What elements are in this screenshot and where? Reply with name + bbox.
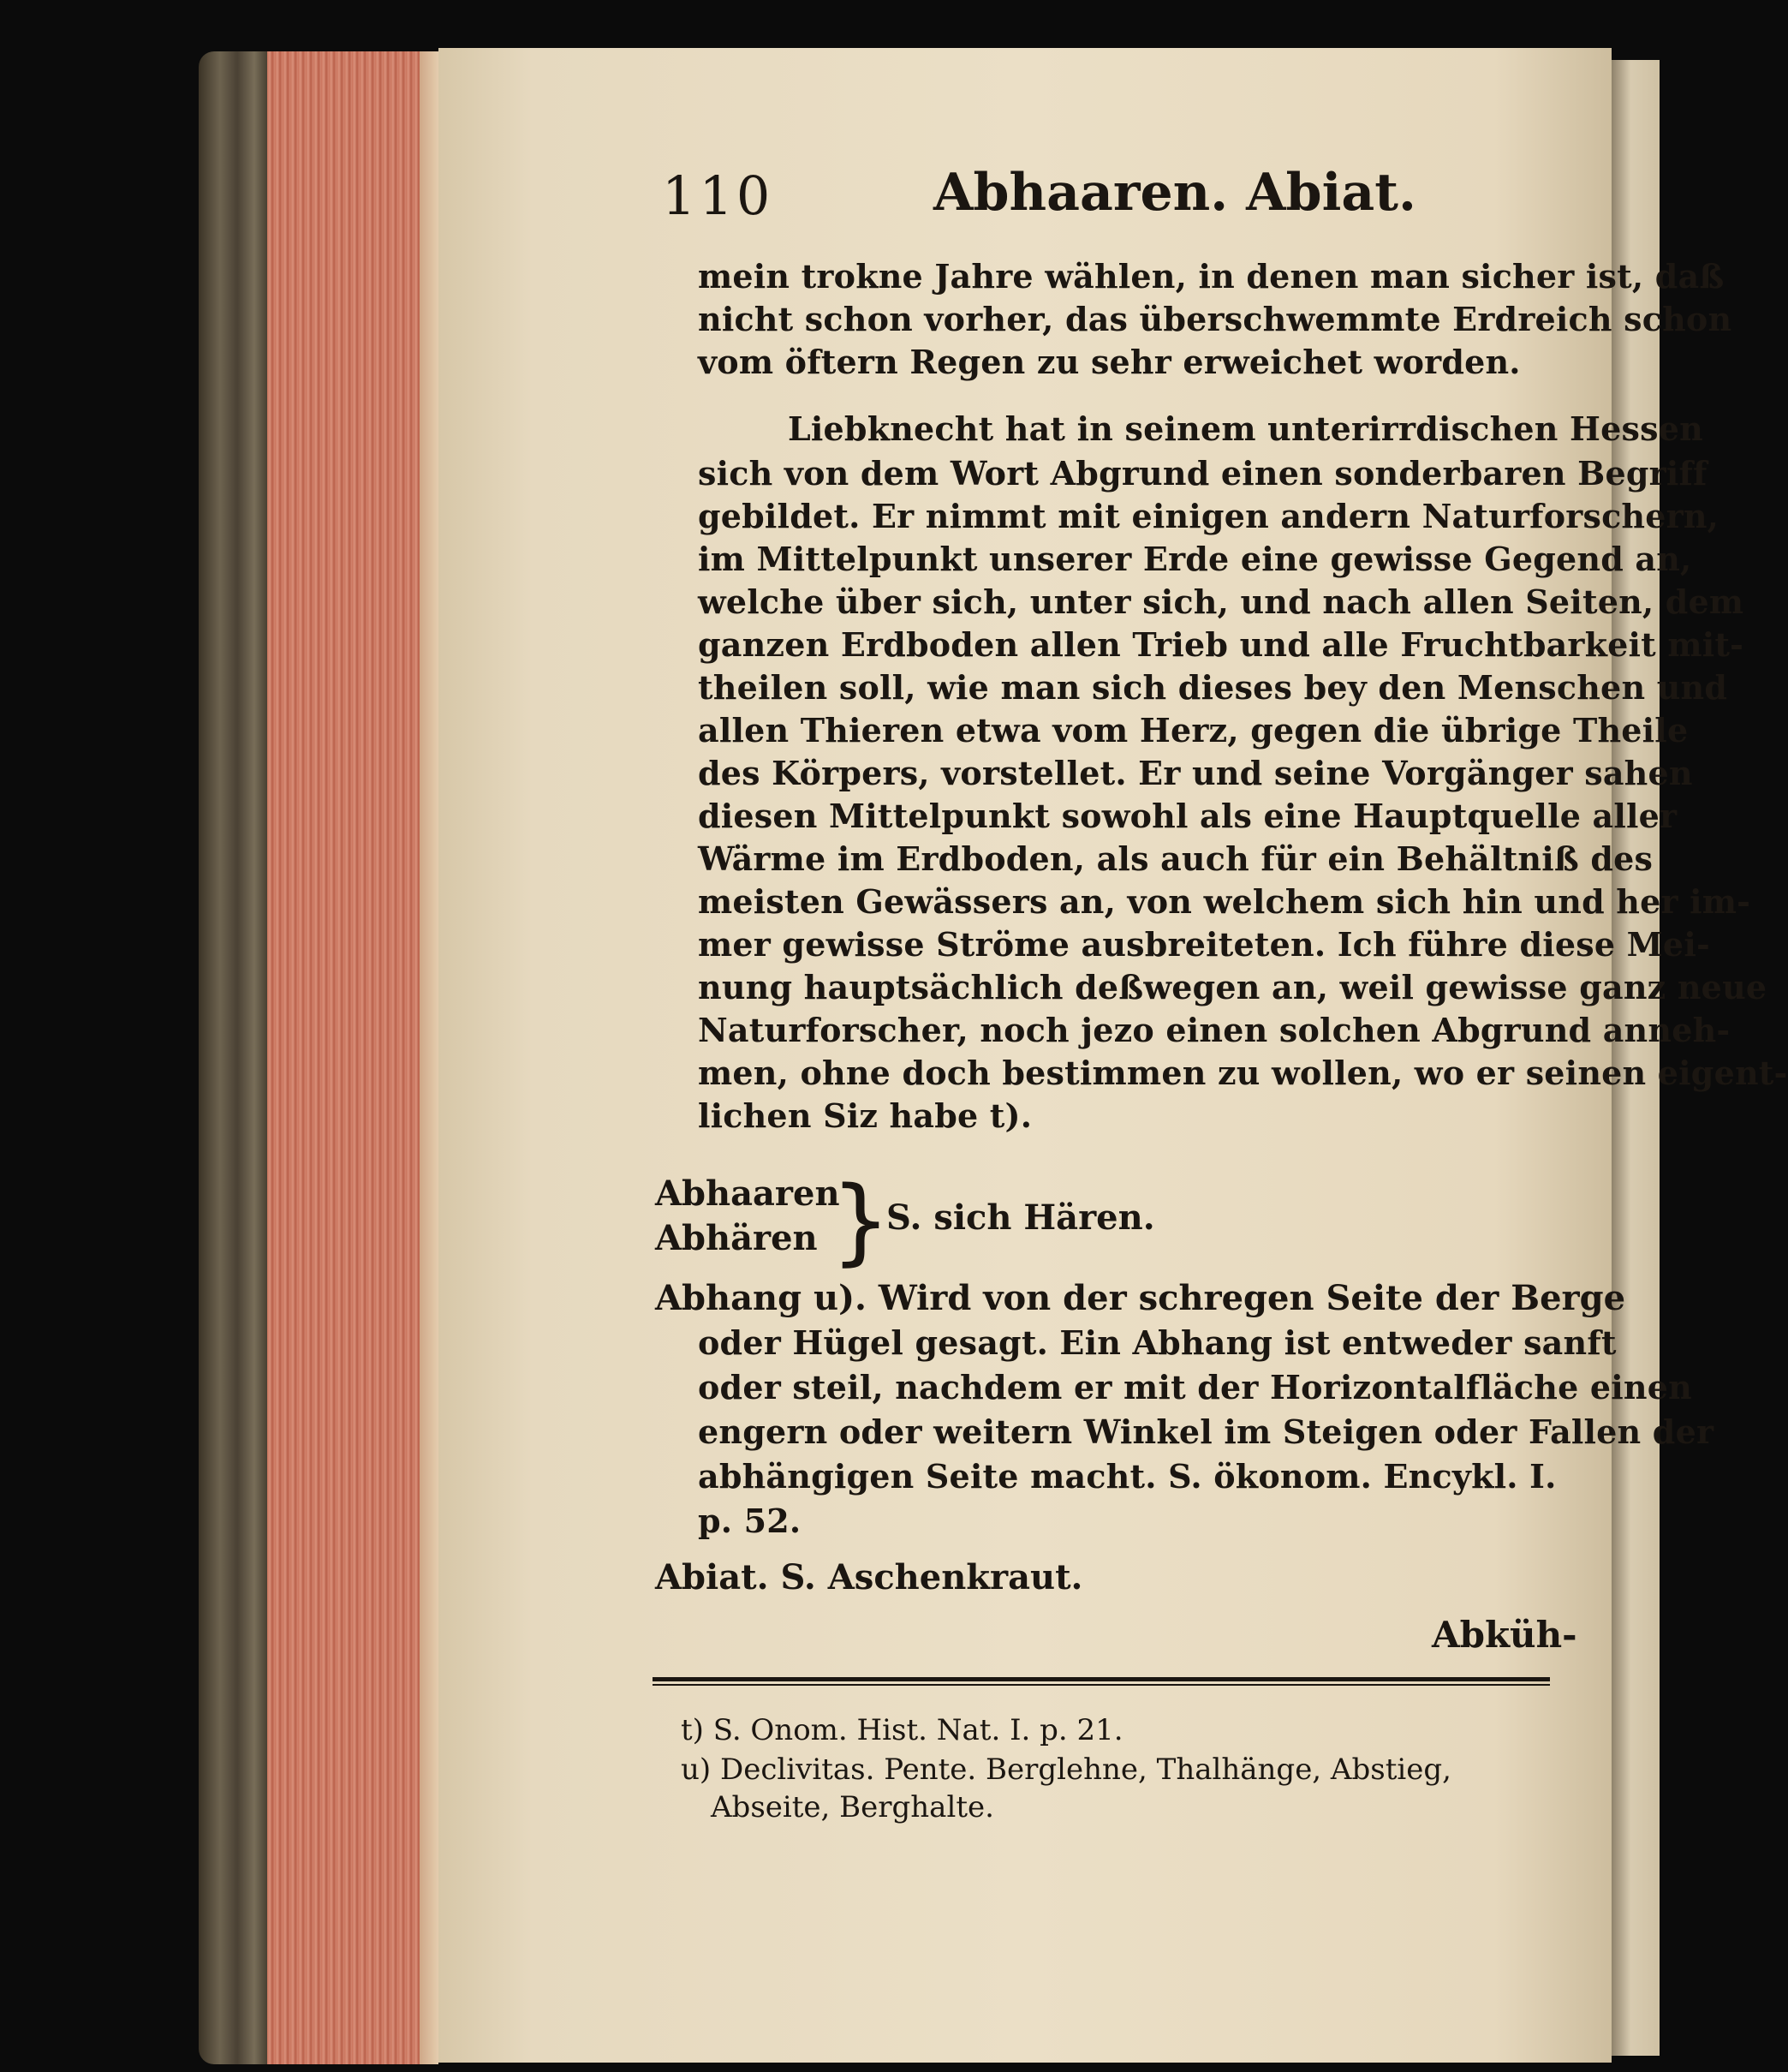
body-line-5: sich von dem Wort Abgrund einen sonderbaren Begriff: [698, 454, 1708, 493]
body-line-11: allen Thieren etwa vom Herz, gegen die übrige Theile: [698, 711, 1689, 749]
body-line-14: Wärme im Erdboden, als auch für ein Behältniß des: [698, 839, 1654, 878]
body-line-4: Liebknecht hat in seinem unterirrdischen Hessen: [788, 409, 1703, 448]
body-line-1: mein trokne Jahre wählen, in denen man sicher ist, daß: [698, 257, 1725, 296]
body-line-7: im Mittelpunkt unserer Erde eine gewisse Gegend an,: [698, 540, 1692, 578]
body-line-12: des Körpers, vorstellet. Er und seine Vorgänger sahen: [698, 754, 1693, 792]
abhang-line-6: p. 52.: [698, 1502, 802, 1540]
body-line-20: lichen Siz habe t).: [698, 1096, 1033, 1135]
body-line-8: welche über sich, unter sich, und nach allen Seiten, dem: [698, 582, 1744, 621]
body-line-3: vom öftern Regen zu sehr erweichet worden.: [698, 343, 1521, 381]
entry-abhaeren: Abhären: [655, 1218, 818, 1258]
body-line-2: nicht schon vorher, das überschwemmte Erdreich schon: [698, 300, 1732, 338]
abhang-line-1: Abhang u). Wird von der schregen Seite der Berge: [655, 1278, 1626, 1318]
body-line-10: theilen soll, wie man sich dieses bey den Menschen und: [698, 668, 1728, 707]
body-line-15: meisten Gewässers an, von welchem sich hin und her im-: [698, 882, 1751, 921]
body-line-18: Naturforscher, noch jezo einen solchen Abgrund anneh-: [698, 1011, 1731, 1049]
footnote-rule-thin: [653, 1684, 1550, 1686]
see-haeren: S. sich Hären.: [886, 1197, 1155, 1238]
entry-abiat: Abiat. S. Aschenkraut.: [655, 1557, 1083, 1597]
running-title: Abhaaren. Abiat.: [933, 163, 1416, 223]
body-line-9: ganzen Erdboden allen Trieb und alle Fruchtbarkeit mit-: [698, 625, 1744, 664]
page-edges: [267, 51, 438, 2064]
brace-symbol: }: [831, 1166, 891, 1275]
abhang-line-5: abhängigen Seite macht. S. ökonom. Encykl. I.: [698, 1457, 1557, 1496]
footnote-u-line-2: Abseite, Berghalte.: [711, 1790, 994, 1824]
catchword: Abküh-: [1432, 1614, 1577, 1656]
abhang-line-2: oder Hügel gesagt. Ein Abhang ist entweder sanft: [698, 1323, 1617, 1362]
footnote-rule: [653, 1677, 1550, 1681]
body-line-13: diesen Mittelpunkt sowohl als eine Hauptquelle aller: [698, 797, 1678, 835]
footnote-t: t) S. Onom. Hist. Nat. I. p. 21.: [681, 1713, 1123, 1747]
abhang-line-4: engern oder weitern Winkel im Steigen oder Fallen der: [698, 1412, 1714, 1451]
body-line-19: men, ohne doch bestimmen zu wollen, wo er seinen eigent-: [698, 1054, 1788, 1092]
abhang-line-3: oder steil, nachdem er mit der Horizontalfläche einen: [698, 1368, 1692, 1406]
footnote-u-line-1: u) Declivitas. Pente. Berglehne, Thalhänge, Abstieg,: [681, 1753, 1451, 1787]
body-line-6: gebildet. Er nimmt mit einigen andern Naturforschern,: [698, 497, 1719, 535]
page-number: 110: [662, 164, 774, 227]
body-line-17: nung hauptsächlich deßwegen an, weil gewisse ganz neue: [698, 968, 1767, 1006]
body-line-16: mer gewisse Ströme ausbreiteten. Ich führe diese Mei-: [698, 925, 1710, 964]
entry-abhaaren: Abhaaren: [655, 1173, 840, 1214]
